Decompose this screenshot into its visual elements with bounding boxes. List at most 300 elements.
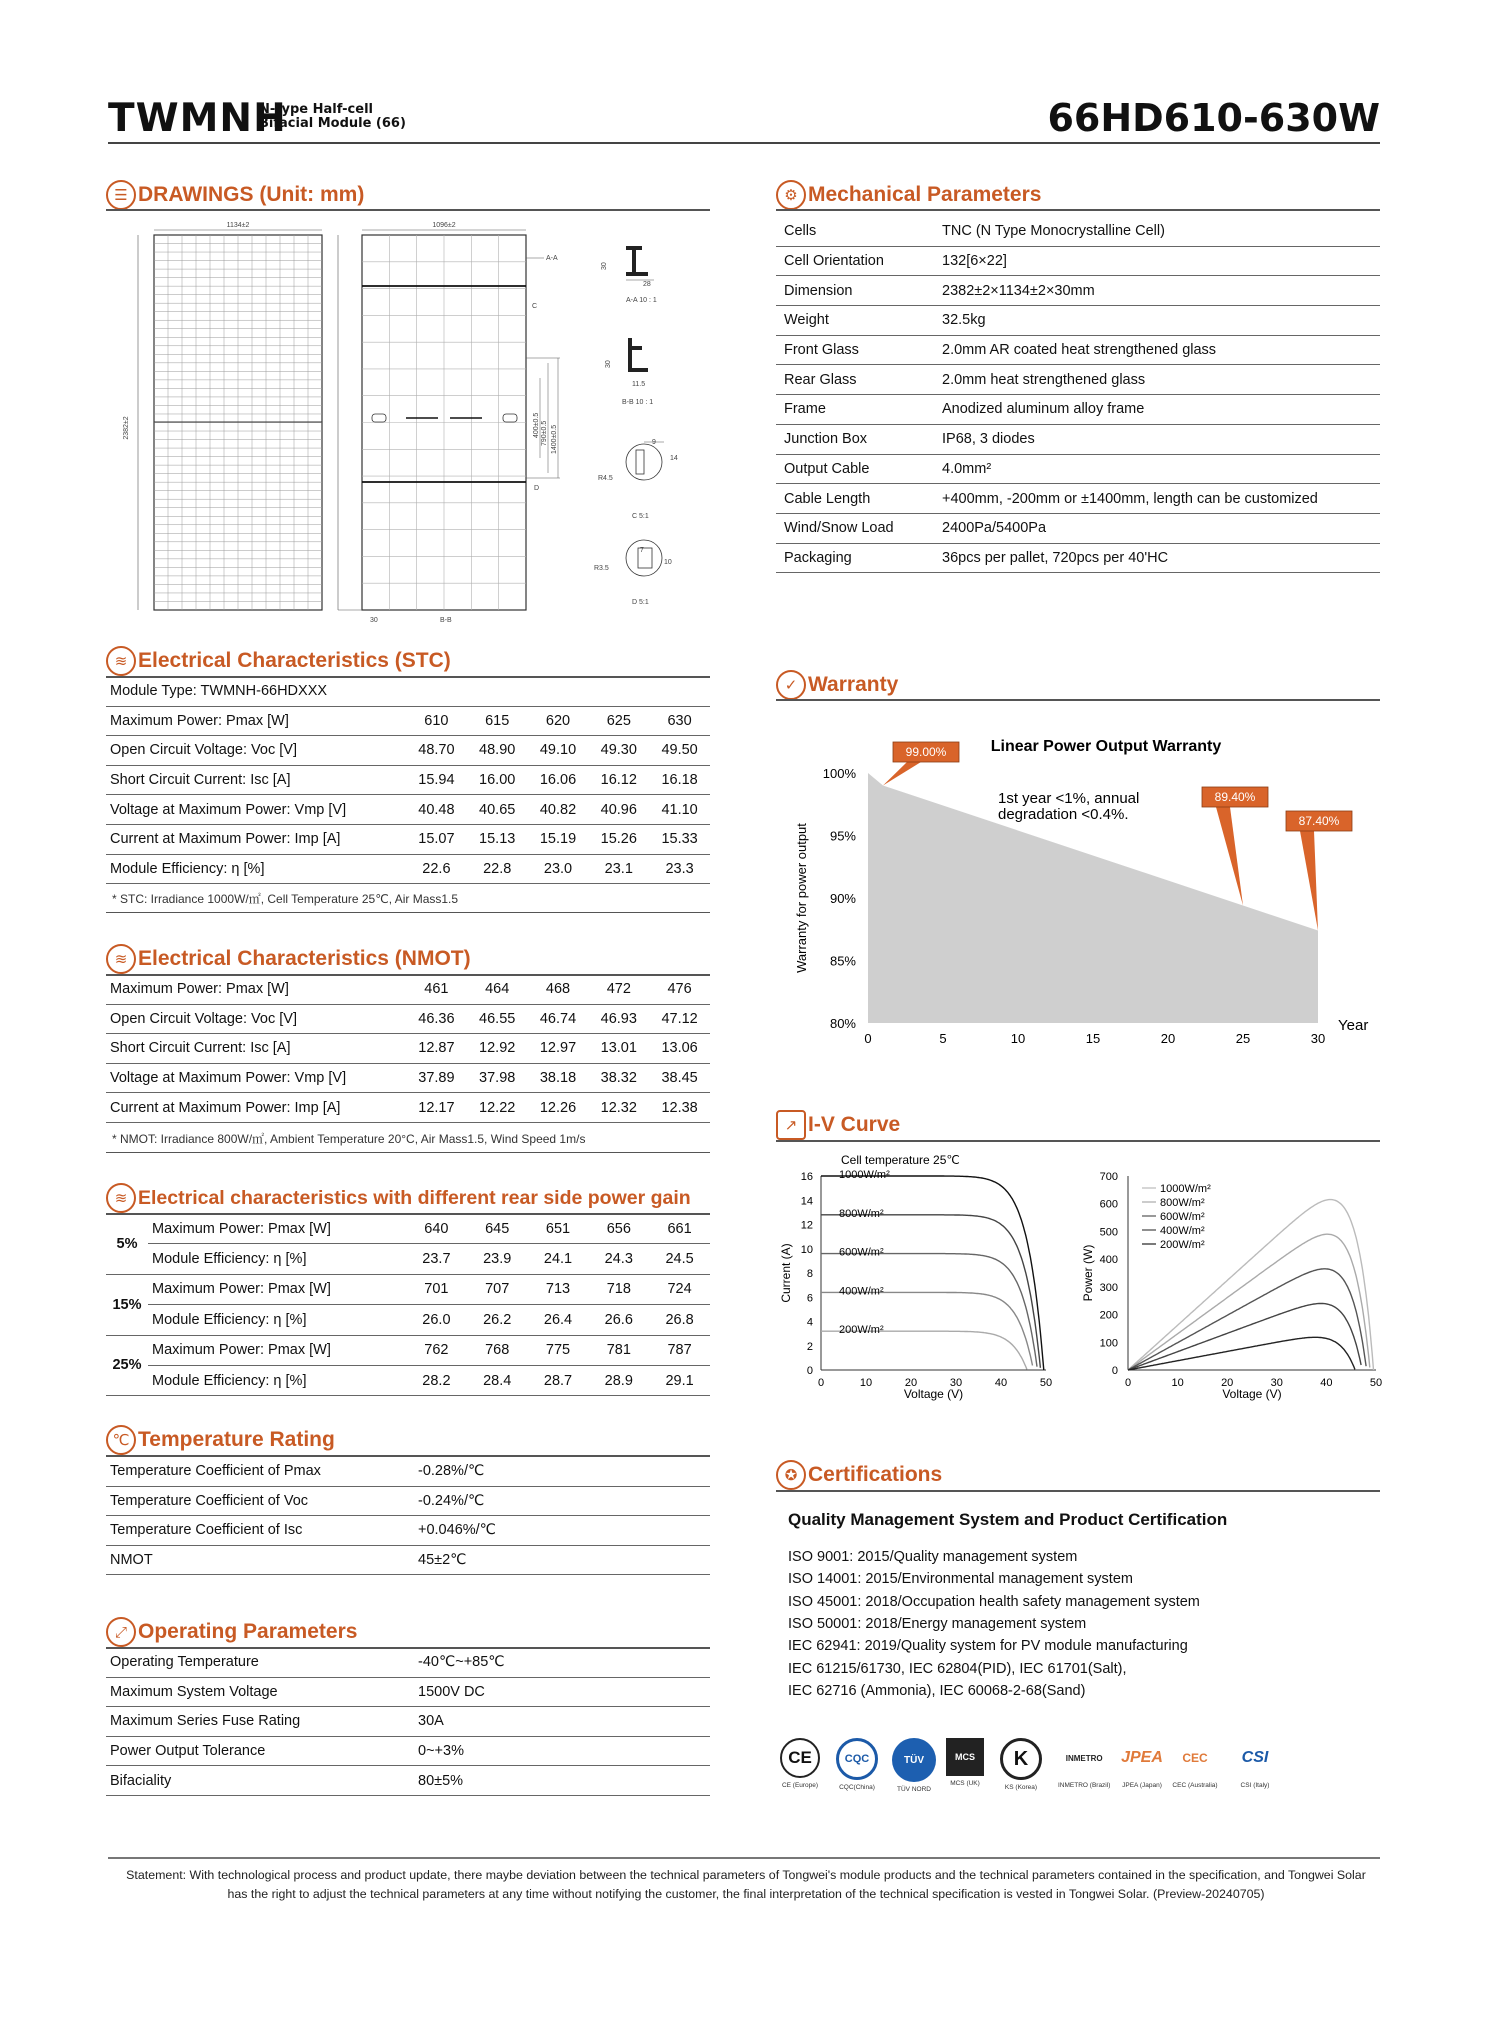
mechanical-row: [776, 543, 1380, 573]
operating-title: Operating Parameters: [138, 1620, 358, 1643]
iv-y-tick: 8: [806, 1268, 813, 1280]
param-value: -0.24%/℃: [414, 1486, 710, 1516]
mechanical-row: [776, 484, 1380, 514]
value-cell: 476: [649, 975, 710, 1004]
param-value: 1500V DC: [414, 1677, 710, 1707]
param-name: Current at Maximum Power: Imp [A]: [106, 1093, 406, 1123]
d-dim7: 7: [640, 547, 644, 554]
param-name: Rear Glass: [776, 365, 938, 395]
certification-line: ISO 9001: 2015/Quality management system: [788, 1549, 1078, 1565]
x-tick-label: 10: [1010, 1031, 1026, 1046]
pv-x-tick: 40: [1320, 1377, 1333, 1389]
param-name: Voltage at Maximum Power: Vmp [V]: [106, 795, 406, 825]
logo-caption: MCS (UK): [950, 1780, 980, 1787]
param-name: Voltage at Maximum Power: Vmp [V]: [106, 1063, 406, 1093]
iv-rule: [776, 1140, 1380, 1142]
value-cell: 775: [528, 1335, 589, 1365]
detail-d-drawing: [594, 540, 672, 606]
mechanical-title: Mechanical Parameters: [808, 183, 1042, 206]
param-value: 4.0mm²: [938, 454, 1380, 484]
x-tick-label: 25: [1235, 1031, 1251, 1046]
callout-pointer: [1216, 807, 1243, 906]
certification-line: ISO 50001: 2018/Energy management system: [788, 1615, 1087, 1632]
mechanical-heading: [776, 180, 1041, 210]
mechanical-row: [776, 395, 1380, 425]
pv-x-tick: 10: [1171, 1377, 1184, 1389]
temperature-row: [106, 1516, 710, 1546]
iv-y-tick: 0: [806, 1365, 813, 1377]
logo-caption: CQC(China): [839, 1784, 875, 1791]
param-name: Power Output Tolerance: [106, 1736, 414, 1766]
param-name: Maximum Power: Pmax [W]: [106, 975, 406, 1004]
temperature-title: Temperature Rating: [138, 1428, 335, 1451]
value-cell: 24.3: [588, 1244, 649, 1274]
pv-x-tick: 20: [1221, 1377, 1234, 1389]
value-cell: 15.33: [649, 824, 710, 854]
value-cell: 13.06: [649, 1034, 710, 1064]
iv-heading: [776, 1110, 900, 1140]
pv-x-tick: 0: [1124, 1377, 1132, 1389]
dim-frame: 30: [370, 617, 378, 624]
module-type-row: [106, 677, 710, 706]
iv-x-tick: 0: [817, 1377, 825, 1389]
stc-note: * STC: Irradiance 1000W/㎡, Cell Temperature 25℃, Air Mass1.5: [112, 892, 459, 906]
temperature-table: [106, 1457, 710, 1575]
value-cell: 49.10: [528, 736, 589, 766]
electrical-row: [106, 1063, 710, 1093]
chart-icon: ↗: [776, 1110, 806, 1140]
param-name: Temperature Coefficient of Voc: [106, 1486, 414, 1516]
operating-row: [106, 1766, 710, 1796]
warranty-rule: [776, 699, 1380, 701]
param-name: Output Cable: [776, 454, 938, 484]
note-line: degradation <0.4%.: [998, 806, 1129, 823]
rear-gain-row: [106, 1365, 710, 1395]
rear-gain-row: [106, 1214, 710, 1244]
param-name: Weight: [776, 306, 938, 336]
value-cell: 661: [649, 1214, 710, 1244]
logo-mark: CE: [780, 1738, 820, 1778]
value-cell: 23.0: [528, 854, 589, 884]
rear-gain-row: [106, 1274, 710, 1304]
param-name: Temperature Coefficient of Pmax: [106, 1457, 414, 1486]
value-cell: 23.7: [406, 1244, 467, 1274]
rear-heading: [106, 1183, 691, 1213]
operating-heading: [106, 1617, 357, 1647]
value-cell: 12.38: [649, 1093, 710, 1123]
value-cell: 38.18: [528, 1063, 589, 1093]
value-cell: 12.22: [467, 1093, 528, 1123]
value-cell: 23.1: [588, 854, 649, 884]
value-cell: 26.8: [649, 1305, 710, 1335]
aa-dim2: 28: [643, 281, 651, 288]
param-value: 2382±2×1134±2×30mm: [938, 276, 1380, 306]
stc-title: Electrical Characteristics (STC): [138, 649, 451, 672]
param-name: Junction Box: [776, 424, 938, 454]
param-name: Maximum Power: Pmax [W]: [148, 1335, 406, 1365]
param-name: Maximum Power: Pmax [W]: [148, 1274, 406, 1304]
param-name: Cell Orientation: [776, 246, 938, 276]
value-cell: 12.92: [467, 1034, 528, 1064]
value-cell: 23.3: [649, 854, 710, 884]
iv-y-tick: 6: [806, 1292, 813, 1305]
param-name: Frame: [776, 395, 938, 425]
value-cell: 468: [528, 975, 589, 1004]
iv-title: I-V Curve: [808, 1113, 901, 1136]
aa-caption: A-A 10 : 1: [626, 297, 657, 304]
param-value: 36pcs per pallet, 720pcs per 40'HC: [938, 543, 1380, 573]
value-cell: 26.2: [467, 1305, 528, 1335]
certifications-heading: [776, 1460, 942, 1490]
logo-caption: CE (Europe): [781, 1782, 819, 1789]
x-tick-label: 0: [864, 1031, 872, 1046]
value-cell: 49.50: [649, 736, 710, 766]
param-name: Module Efficiency: η [%]: [106, 854, 406, 884]
mechanical-row: [776, 454, 1380, 484]
rear-gain-table: [106, 1214, 710, 1396]
param-name: Wind/Snow Load: [776, 513, 938, 543]
value-cell: 22.6: [406, 854, 467, 884]
value-cell: 15.94: [406, 765, 467, 795]
value-cell: 38.45: [649, 1063, 710, 1093]
value-cell: 22.8: [467, 854, 528, 884]
certifications-subtitle: Quality Management System and Product Certification: [788, 1510, 1228, 1529]
value-cell: 640: [406, 1214, 467, 1244]
dim-790: 790±0.5: [541, 420, 548, 446]
certification-logo: [1228, 1738, 1282, 1789]
param-value: -0.28%/℃: [414, 1457, 710, 1486]
pv-y-tick: 200: [1099, 1309, 1118, 1322]
callout-pointer: [883, 762, 921, 786]
detail-bb-drawing: [605, 338, 653, 406]
value-cell: 13.01: [588, 1034, 649, 1064]
param-name: Short Circuit Current: Isc [A]: [106, 765, 406, 795]
value-cell: 707: [467, 1274, 528, 1304]
value-cell: 630: [649, 706, 710, 736]
value-cell: 16.06: [528, 765, 589, 795]
iv-y-tick: 4: [806, 1316, 813, 1329]
pv-curve: [1128, 1337, 1355, 1370]
module-type: Module Type: TWMNH-66HDXXX: [106, 677, 710, 706]
thermometer-icon: ℃: [106, 1425, 136, 1455]
value-cell: 49.30: [588, 736, 649, 766]
value-cell: 24.1: [528, 1244, 589, 1274]
warranty-heading: [776, 670, 898, 700]
value-cell: 16.12: [588, 765, 649, 795]
front-view-drawing: [123, 222, 322, 610]
pv-legend-label: 400W/m²: [1160, 1225, 1205, 1237]
certification-logo: [1114, 1738, 1170, 1789]
rear-gain-row: [106, 1305, 710, 1335]
logo-mark: MCS: [946, 1738, 984, 1776]
shield-icon: ✓: [776, 670, 806, 700]
c-radius: R4.5: [598, 475, 613, 482]
param-value: TNC (N Type Monocrystalline Cell): [938, 217, 1380, 246]
callout-label: 87.40%: [1298, 814, 1340, 828]
pv-y-tick: 300: [1099, 1281, 1118, 1294]
iv-y-tick: 10: [800, 1243, 813, 1256]
pv-y-tick: 500: [1099, 1226, 1118, 1239]
rear-gain-row: [106, 1244, 710, 1274]
pv-y-tick: 400: [1099, 1254, 1118, 1267]
bb-dim1: 30: [605, 360, 612, 368]
electrical-row: [106, 795, 710, 825]
header-rule: [108, 142, 1380, 144]
nmot-title: Electrical Characteristics (NMOT): [138, 947, 471, 970]
value-cell: 37.98: [467, 1063, 528, 1093]
dim-400: 400±0.5: [533, 412, 540, 438]
pv-legend-label: 1000W/m²: [1160, 1183, 1211, 1195]
param-name: NMOT: [106, 1545, 414, 1575]
brand-subtitle: [259, 103, 406, 131]
value-cell: 762: [406, 1335, 467, 1365]
pv-legend-label: 600W/m²: [1160, 1211, 1205, 1223]
value-cell: 40.96: [588, 795, 649, 825]
mechanical-row: [776, 365, 1380, 395]
value-cell: 28.7: [528, 1365, 589, 1395]
value-cell: 46.55: [467, 1004, 528, 1034]
operating-row: [106, 1648, 710, 1677]
value-cell: 40.82: [528, 795, 589, 825]
mechanical-row: [776, 217, 1380, 246]
mechanical-rule: [776, 209, 1380, 211]
iv-curve-label: 800W/m²: [839, 1207, 884, 1220]
iv-curve-label: 600W/m²: [839, 1246, 884, 1259]
dim-back-width: 1096±2: [432, 222, 456, 229]
mechanical-row: [776, 276, 1380, 306]
nmot-heading: [106, 944, 471, 974]
pv-x-tick: 50: [1369, 1377, 1383, 1389]
iv-curve-label: 200W/m²: [839, 1324, 884, 1337]
value-cell: 472: [588, 975, 649, 1004]
logo-mark: JPEA: [1121, 1749, 1163, 1766]
param-name: Short Circuit Current: Isc [A]: [106, 1034, 406, 1064]
label-c: C: [532, 303, 538, 310]
temperature-row: [106, 1486, 710, 1516]
certification-line: ISO 14001: 2015/Environmental management system: [788, 1571, 1133, 1588]
value-cell: 645: [467, 1214, 528, 1244]
value-cell: 40.48: [406, 795, 467, 825]
callout-label: 89.40%: [1214, 790, 1256, 804]
sliders-icon: ≋: [106, 646, 136, 676]
iv-curve: [821, 1176, 1044, 1370]
value-cell: 26.4: [528, 1305, 589, 1335]
gain-cell: 5%: [106, 1214, 148, 1274]
value-cell: 610: [406, 706, 467, 736]
back-view-drawing: [338, 222, 560, 624]
iv-y-tick: 16: [800, 1171, 813, 1183]
iv-curve: [821, 1331, 1027, 1369]
label-aa: A-A: [546, 255, 558, 262]
param-value: 32.5kg: [938, 306, 1380, 336]
sliders-icon: ≋: [106, 944, 136, 974]
label-d: D: [534, 485, 540, 492]
value-cell: 12.26: [528, 1093, 589, 1123]
operating-table: [106, 1648, 710, 1796]
iv-x-tick: 20: [904, 1377, 918, 1389]
temperature-heading: [106, 1425, 335, 1455]
operating-row: [106, 1707, 710, 1737]
footer-rule: [108, 1857, 1380, 1859]
value-cell: 701: [406, 1274, 467, 1304]
param-name: Cells: [776, 217, 938, 246]
brand-title: TWMNH: [108, 96, 287, 141]
y-tick-label: 90%: [829, 891, 856, 906]
value-cell: 724: [649, 1274, 710, 1304]
electrical-row: [106, 706, 710, 736]
value-cell: 620: [528, 706, 589, 736]
value-cell: 615: [467, 706, 528, 736]
param-name: Cable Length: [776, 484, 938, 514]
logo-mark: CEC: [1182, 1751, 1208, 1765]
module-drawing: [108, 218, 708, 628]
certification-logo: [836, 1738, 878, 1791]
value-cell: 768: [467, 1335, 528, 1365]
model-title: 66HD610-630W: [1047, 96, 1380, 140]
mechanical-row: [776, 424, 1380, 454]
rear-gain-row: [106, 1335, 710, 1365]
cell-temp-label: Cell temperature 25℃: [841, 1153, 960, 1167]
operating-row: [106, 1677, 710, 1707]
nmot-note: * NMOT: Irradiance 800W/㎡, Ambient Temperature 20°C, Air Mass1.5, Wind Speed 1m/s: [112, 1132, 586, 1146]
certification-line: IEC 62941: 2019/Quality system for PV module manufacturing: [788, 1638, 1188, 1655]
gain-cell: 25%: [106, 1335, 148, 1396]
value-cell: 15.19: [528, 824, 589, 854]
iv-chart: [776, 1150, 1383, 1410]
y-tick-label: 95%: [829, 828, 856, 844]
iv-y-tick: 14: [800, 1195, 813, 1208]
value-cell: 15.07: [406, 824, 467, 854]
value-cell: 16.00: [467, 765, 528, 795]
value-cell: 656: [588, 1214, 649, 1244]
value-cell: 47.12: [649, 1004, 710, 1034]
iv-y-tick: 2: [806, 1340, 813, 1353]
value-cell: 29.1: [649, 1365, 710, 1395]
param-name: Open Circuit Voltage: Voc [V]: [106, 1004, 406, 1034]
value-cell: 464: [467, 975, 528, 1004]
aa-dim1: 30: [601, 262, 608, 270]
iv-curve-label: 400W/m²: [839, 1285, 884, 1298]
certification-line: ISO 45001: 2018/Occupation health safety management system: [788, 1593, 1200, 1610]
award-icon: ✪: [776, 1460, 806, 1490]
stc-table: [106, 677, 710, 884]
gain-cell: 15%: [106, 1274, 148, 1335]
certifications-rule: [776, 1490, 1380, 1492]
sliders-icon: ≋: [106, 1183, 136, 1213]
electrical-row: [106, 1034, 710, 1064]
temperature-row: [106, 1545, 710, 1575]
drawings-title: DRAWINGS (Unit: mm): [138, 183, 365, 206]
bb-dim2: 11.5: [632, 381, 646, 388]
value-cell: 46.74: [528, 1004, 589, 1034]
param-value: 80±5%: [414, 1766, 710, 1796]
param-name: Maximum Power: Pmax [W]: [106, 706, 406, 736]
logo-caption: KS (Korea): [1004, 1784, 1038, 1791]
y-tick-label: 80%: [829, 1016, 856, 1031]
logo-caption: CEC (Australia): [1172, 1782, 1218, 1789]
logo-caption: JPEA (Japan): [1122, 1782, 1162, 1789]
pv-legend-label: 800W/m²: [1160, 1197, 1205, 1209]
value-cell: 12.32: [588, 1093, 649, 1123]
list-icon: ☰: [106, 180, 136, 210]
value-cell: 15.13: [467, 824, 528, 854]
nmot-bottom-rule: [106, 1152, 710, 1153]
param-value: +0.046%/℃: [414, 1516, 710, 1546]
iv-x-tick: 40: [994, 1377, 1008, 1389]
expand-icon: ⤢: [106, 1617, 136, 1647]
param-value: 2.0mm AR coated heat strengthened glass: [938, 335, 1380, 365]
detail-aa-drawing: [601, 246, 657, 304]
iv-x-tick: 50: [1039, 1377, 1053, 1389]
value-cell: 46.93: [588, 1004, 649, 1034]
drawings-heading: [106, 180, 364, 210]
mechanical-row: [776, 246, 1380, 276]
param-value: IP68, 3 diodes: [938, 424, 1380, 454]
x-axis-label: Year: [1338, 1017, 1369, 1034]
value-cell: 713: [528, 1274, 589, 1304]
rear-title: Electrical characteristics with different rear side power gain: [138, 1186, 691, 1209]
operating-row: [106, 1736, 710, 1766]
logo-caption: INMETRO (Brazil): [1058, 1782, 1111, 1789]
value-cell: 625: [588, 706, 649, 736]
c-caption: C 5:1: [632, 513, 649, 520]
iv-x-tick: 30: [949, 1377, 963, 1389]
param-name: Front Glass: [776, 335, 938, 365]
pv-legend-label: 200W/m²: [1160, 1239, 1205, 1251]
chart-title: Linear Power Output Warranty: [990, 738, 1222, 755]
electrical-row: [106, 824, 710, 854]
d-dim10: 10: [664, 559, 672, 566]
param-name: Temperature Coefficient of Isc: [106, 1516, 414, 1546]
electrical-row: [106, 765, 710, 795]
drawings-rule: [106, 209, 710, 211]
value-cell: 40.65: [467, 795, 528, 825]
footer-statement: Statement: With technological process and product update, there maybe deviation between the technical parameters of Tongwei's module products and the technical parameters contained in the specification, and Tongwei Solar has the right to adjust the technical parameters at any time without notifying the customer, the final interpretation of the technical specification is vested in Tongwei Solar. (Preview-20240705): [126, 1868, 1366, 1901]
iv-x-label: Voltage (V): [903, 1387, 964, 1401]
param-value: 45±2℃: [414, 1545, 710, 1575]
electrical-row: [106, 736, 710, 766]
wrench-icon: ⚙: [776, 180, 806, 210]
value-cell: 38.32: [588, 1063, 649, 1093]
param-name: Module Efficiency: η [%]: [148, 1365, 406, 1395]
brand-subtitle-line2: Bifacial Module (66): [259, 116, 406, 131]
logo-mark: K: [1000, 1738, 1042, 1780]
value-cell: 48.90: [467, 736, 528, 766]
param-value: 2400Pa/5400Pa: [938, 513, 1380, 543]
y-tick-label: 85%: [829, 953, 856, 969]
param-name: Module Efficiency: η [%]: [148, 1305, 406, 1335]
callout-label: 99.00%: [905, 745, 947, 759]
dim-front-width: 1134±2: [226, 222, 250, 229]
value-cell: 46.36: [406, 1004, 467, 1034]
dim-1400: 1400±0.5: [551, 424, 558, 454]
value-cell: 28.2: [406, 1365, 467, 1395]
logo-caption: CSI (Italy): [1240, 1782, 1270, 1789]
iv-y-label: Current (A): [779, 1243, 793, 1303]
certification-logo: [1170, 1738, 1220, 1789]
param-name: Maximum System Voltage: [106, 1677, 414, 1707]
param-name: Open Circuit Voltage: Voc [V]: [106, 736, 406, 766]
param-name: Packaging: [776, 543, 938, 573]
logo-caption: TÜV NORD: [897, 1786, 931, 1793]
y-tick-label: 100%: [822, 766, 856, 781]
value-cell: 37.89: [406, 1063, 467, 1093]
certification-logo: [892, 1738, 936, 1793]
param-name: Dimension: [776, 276, 938, 306]
iv-x-tick: 10: [859, 1377, 873, 1389]
callout-pointer: [1300, 831, 1318, 931]
stc-bottom-rule: [106, 912, 710, 913]
